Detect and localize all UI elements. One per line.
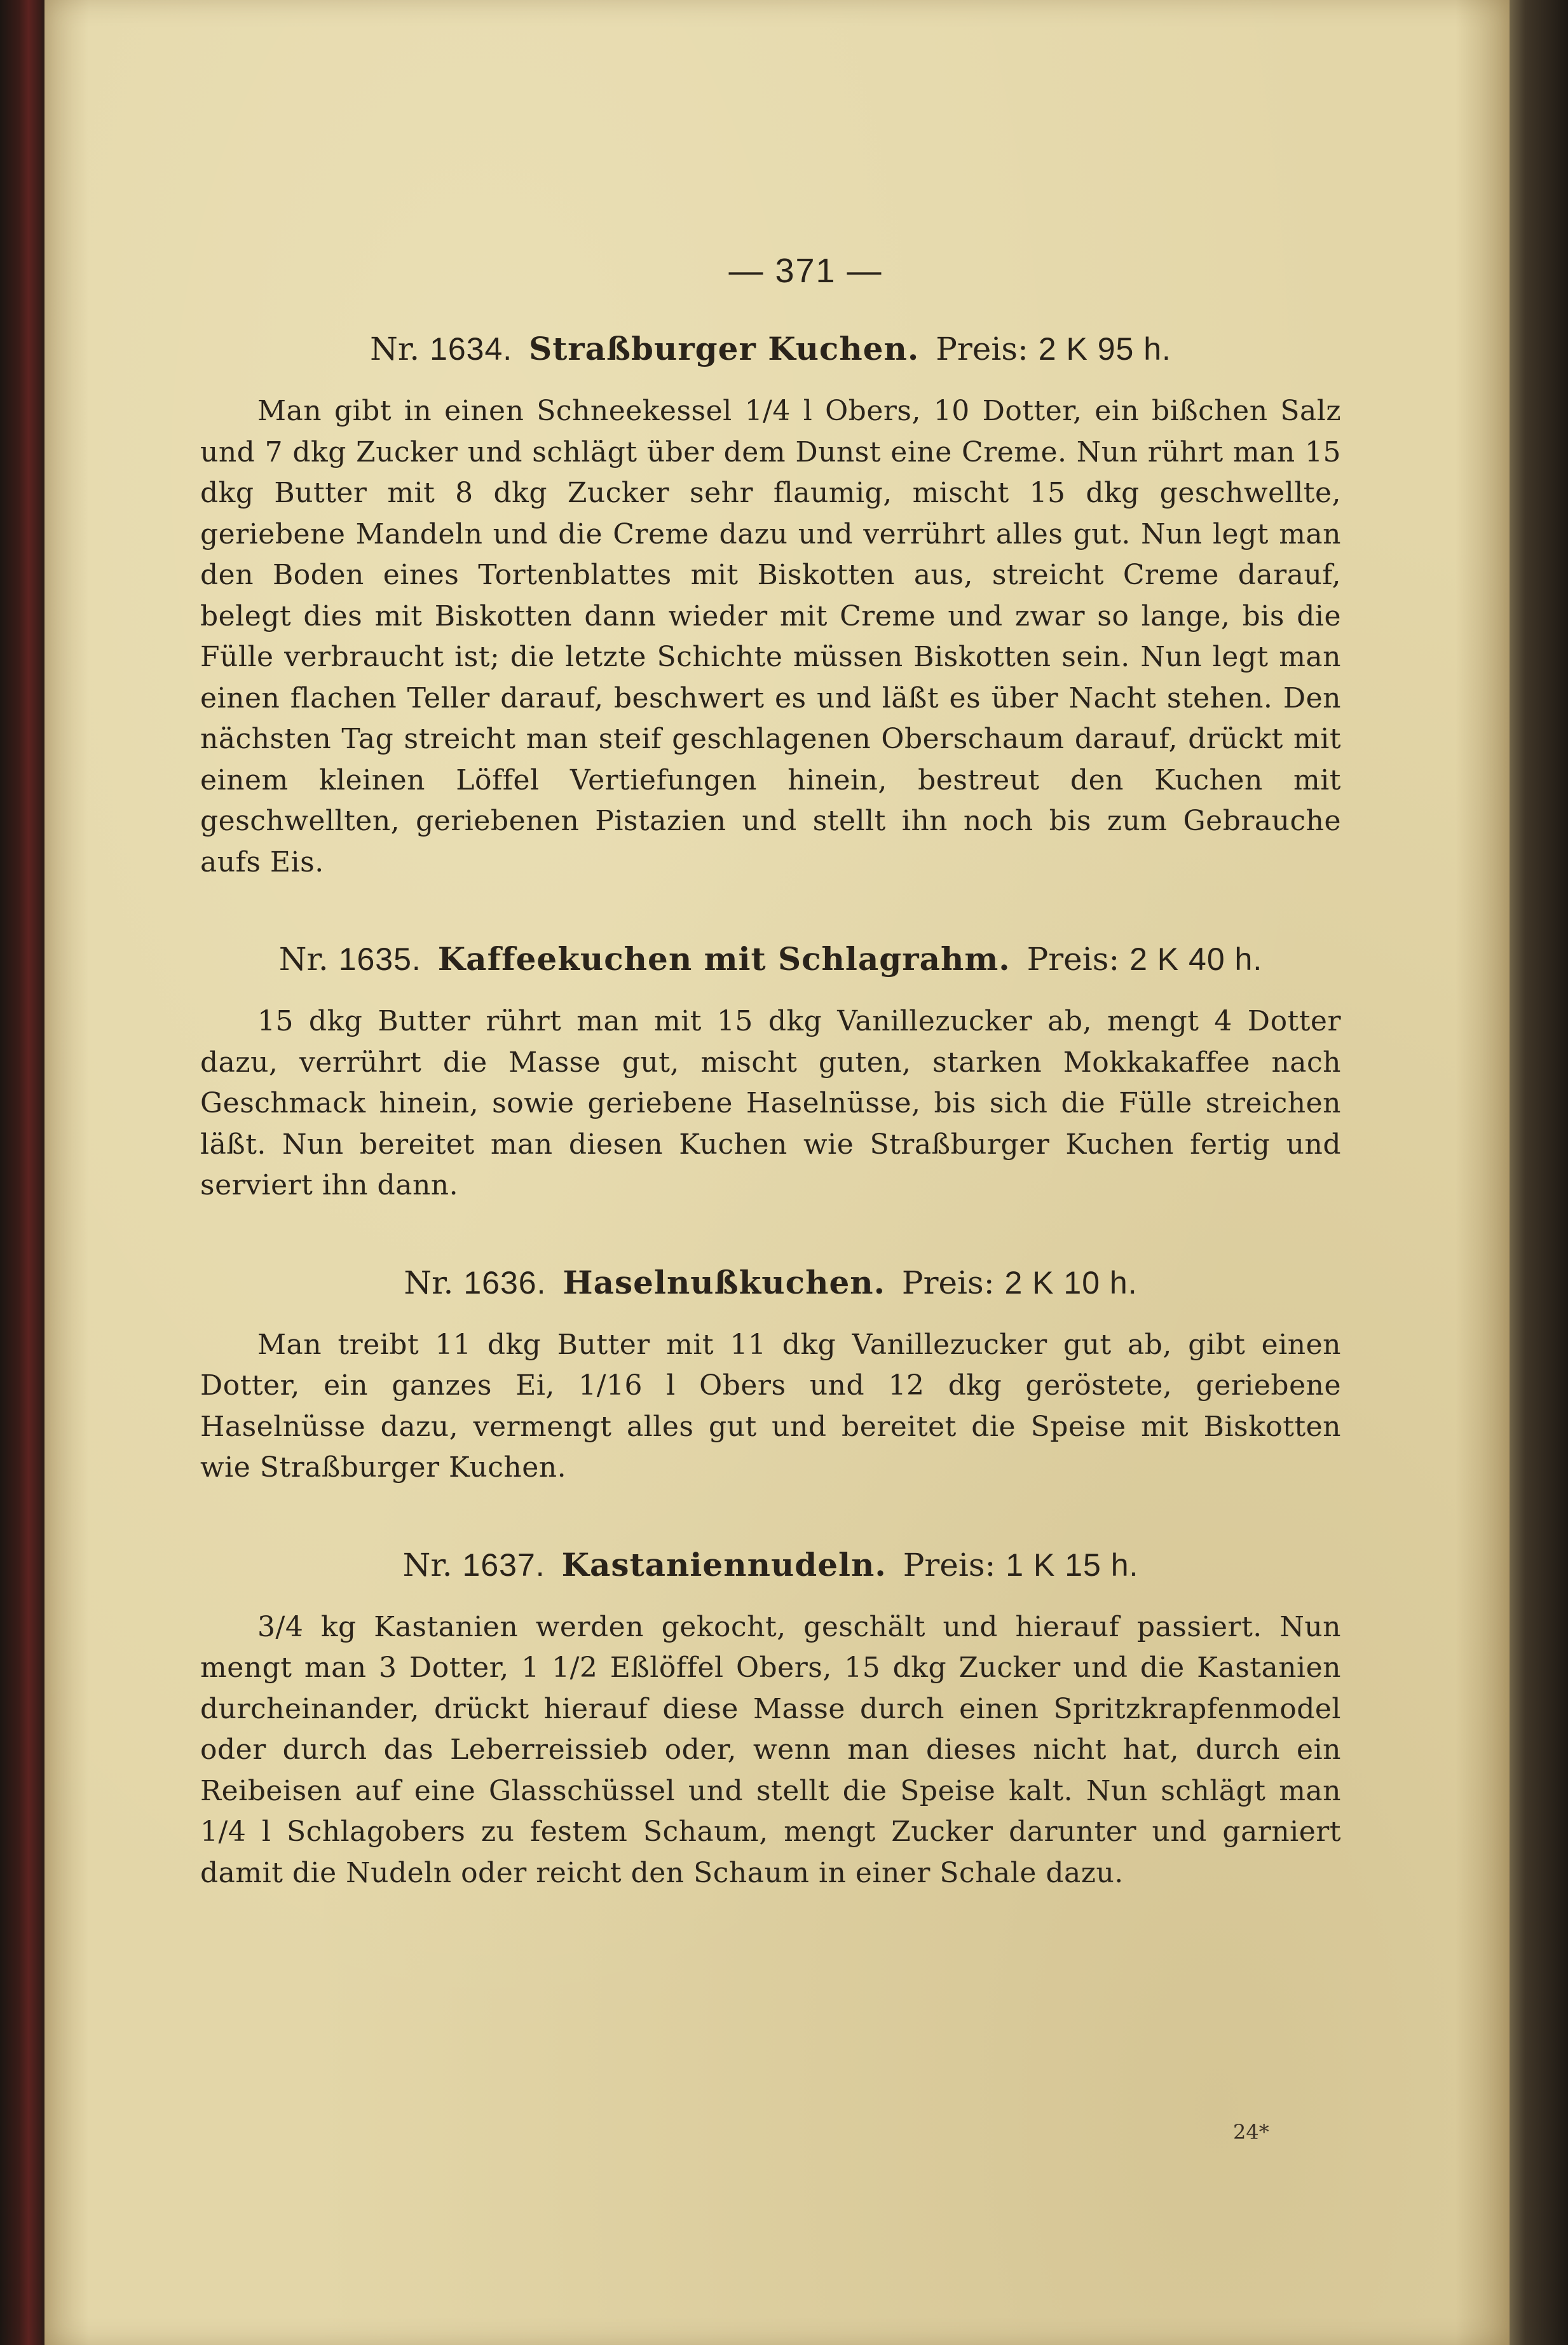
recipe-instructions: Man treibt 11 dkg Butter mit 11 dkg Vanillezucker gut ab, gibt einen Dotter, ein ganzes Ei, 1/16 l Obers und 12 dkg geröstete, geriebene Haselnüsse dazu, vermengt alles gut und bereitet die Speise mit Biskotten wie Straßburger Kuchen.: [200, 1328, 1341, 1484]
recipe-number: 1636.: [463, 1264, 547, 1301]
recipe-heading: [200, 329, 1341, 369]
recipe-heading: [200, 1545, 1341, 1585]
recipe-1634: [200, 329, 1341, 883]
recipe-number: 1634.: [430, 331, 513, 367]
recipe-title: Kaffeekuchen mit Schlagrahm.: [437, 940, 1011, 978]
recipe-title: Straßburger Kuchen.: [529, 330, 920, 367]
recipe-1635: [200, 939, 1341, 1207]
recipe-nr-label: Nr.: [402, 1546, 453, 1583]
price-amount: 2 K 10 h.: [1004, 1264, 1138, 1301]
recipe-title: Haselnußkuchen.: [562, 1263, 886, 1301]
page-number: — 371 —: [728, 252, 883, 290]
price-label: Preis:: [1026, 941, 1120, 978]
recipe-instructions: 15 dkg Butter rührt man mit 15 dkg Vanillezucker ab, mengt 4 Dotter dazu, verrührt die Masse gut, mischt guten, starken Mokkakaffee nach Geschmack hinein, sowie geriebene Haselnüsse, bis sich die Fülle streichen läßt. Nun bereitet man diesen Kuchen wie Straßburger Kuchen fertig und serviert ihn dann.: [200, 1005, 1341, 1201]
recipe-1636: [200, 1262, 1341, 1489]
recipe-nr-label: Nr.: [278, 941, 329, 978]
price-amount: 2 K 95 h.: [1038, 331, 1171, 367]
recipe-instructions: Man gibt in einen Schneekessel 1/4 l Obers, 10 Dotter, ein bißchen Salz und 7 dkg Zucker und schlägt über dem Dunst eine Creme. Nun rührt man 15 dkg Butter mit 8 dkg Zucker sehr flaumig, mischt 15 dkg geschwellte, geriebene Mandeln und die Creme dazu und verrührt alles gut. Nun legt man den Boden eines Tortenblattes mit Biskotten aus, streicht Creme darauf, belegt dies mit Biskotten dann wieder mit Creme und zwar so lange, bis die Fülle verbraucht ist; die letzte Schichte müssen Biskotten sein. Nun legt man einen flachen Teller darauf, beschwert es und läßt es über Nacht stehen. Den nächsten Tag streicht man steif geschlagenen Oberschaum darauf, drückt mit einem kleinen Löffel Vertiefungen hinein, bestreut den Kuchen mit geschwellten, geriebenen Pistazien und stellt ihn noch bis zum Gebrauche aufs Eis.: [200, 395, 1341, 879]
book-spine: [0, 0, 44, 2345]
recipe-heading: [200, 1262, 1341, 1303]
recipe-1637: [200, 1545, 1341, 1894]
recipe-nr-label: Nr.: [370, 331, 420, 367]
recipe-instructions: 3/4 kg Kastanien werden gekocht, geschält und hierauf passiert. Nun mengt man 3 Dotter, 1 1/2 Eßlöffel Obers, 15 dkg Zucker und die Kastanien durcheinander, drückt hierauf diese Masse durch einen Spritzkrapfenmodel oder durch das Leberreissieb oder, wenn man dieses nicht hat, durch ein Reibeisen auf eine Glasschüssel und stellt die Speise kalt. Nun schlägt man 1/4 l Schlagobers zu festem Schaum, mengt Zucker darunter und garniert damit die Nudeln oder reicht den Schaum in einer Schale dazu.: [200, 1610, 1341, 1889]
recipe-number: 1637.: [462, 1547, 545, 1583]
page-text-block: [200, 251, 1341, 1950]
printer-signature-mark: 24*: [1233, 2120, 1269, 2144]
price-amount: 2 K 40 h.: [1129, 941, 1263, 977]
price-label: Preis:: [901, 1264, 995, 1301]
page-paper: [44, 0, 1510, 2345]
page-edge-shadow: [1510, 0, 1568, 2345]
recipe-number: 1635.: [338, 941, 421, 977]
price-label: Preis:: [903, 1546, 996, 1583]
recipe-title: Kastaniennudeln.: [561, 1545, 887, 1583]
price-label: Preis:: [936, 331, 1028, 367]
recipe-nr-label: Nr.: [404, 1264, 454, 1301]
recipe-heading: [200, 939, 1341, 980]
price-amount: 1 K 15 h.: [1006, 1547, 1139, 1583]
